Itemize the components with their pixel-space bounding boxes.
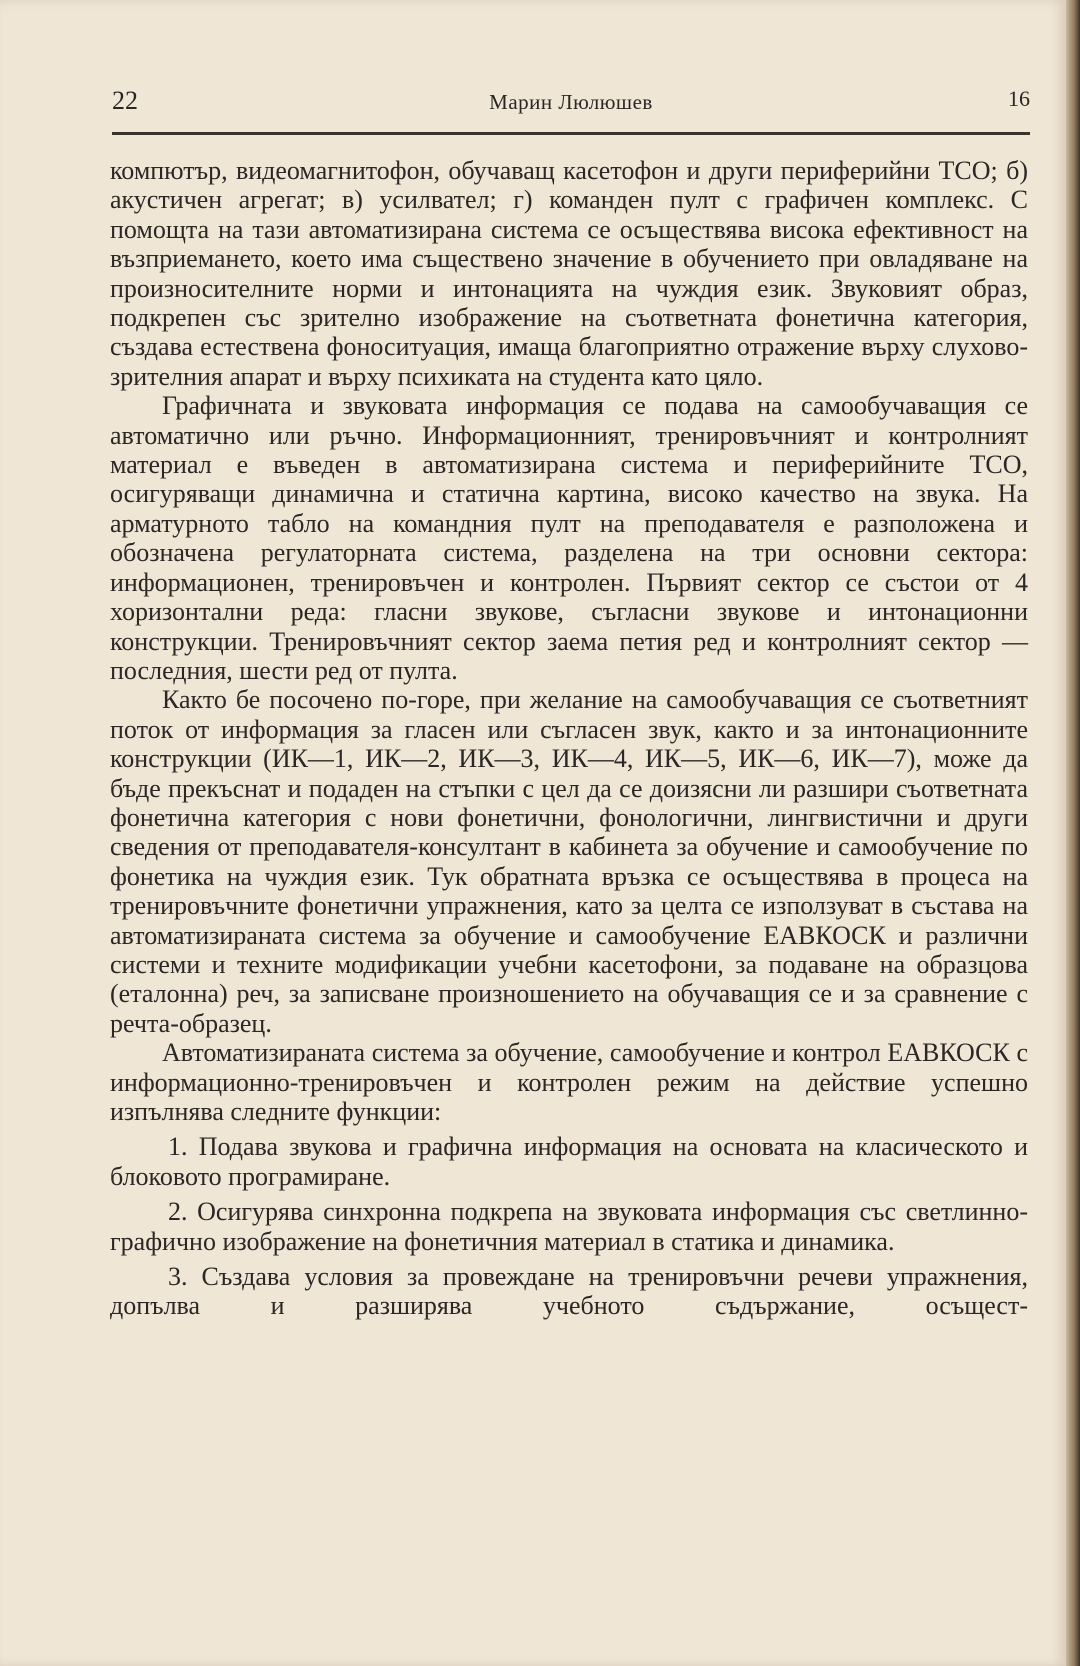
header-rule: [112, 132, 1030, 135]
body-text: [110, 156, 1028, 1321]
list-item-1: 1. Подава звукова и графична информация на основата на класическото и блоковото програмиране.: [110, 1132, 1028, 1191]
page-edge: [1066, 0, 1080, 1666]
running-head: [112, 86, 1030, 122]
signature-mark: 16: [1008, 86, 1030, 111]
list-item-3: 3. Създава условия за провеждане на тренировъчни речеви упражнения, допълва и разширява учебното съдържание, осъщест-: [110, 1262, 1028, 1321]
running-title: Марин Люлюшев: [489, 90, 653, 114]
page-number: 22: [112, 86, 138, 115]
paragraph-4: Автоматизираната система за обучение, самообучение и контрол ЕАВКОСК с информационно-тренировъчен и контролен режим на действие успешно изпълнява следните функции:: [110, 1038, 1028, 1126]
paragraph-2: Графичната и звуковата информация се подава на самообучаващия се автоматично или ръчно. Информационният, тренировъчният и контролният материал е въведен в автоматизирана система и периферийните ТСО, осигуряващи динамична и статична картина, високо качество на звука. На арматурното табло на командния пулт на преподавателя е разположена и обозначена регулаторната система, разделена на три основни сектора: информационен, тренировъчен и контролен. Първият сектор се състои от 4 хоризонтални реда: гласни звукове, съгласни звукове и интонационни конструкции. Тренировъчният сектор заема петия ред и контролният сектор — последния, шести ред от пулта.: [110, 391, 1028, 685]
list-item-2: 2. Осигурява синхронна подкрепа на звуковата информация със светлинно-графично изображение на фонетичния материал в статика и динамика.: [110, 1197, 1028, 1256]
paragraph-1: компютър, видеомагнитофон, обучаващ касетофон и други периферийни ТСО; б) акустичен агрегат; в) усилвател; г) команден пулт с графичен комплекс. С помощта на тази автоматизирана система се осъществява висока ефективност на възприемането, което има съществено значение в обучението при овладяване на произносителните норми и интонацията на чуждия език. Звуковият образ, подкрепен със зрително изображение на съответната фонетична категория, създава естествена фоноситуация, имаща благоприятно отражение върху слухово-зрителния апарат и върху психиката на студента като цяло.: [110, 156, 1028, 391]
paragraph-3: Както бе посочено по-горе, при желание на самообучаващия се съответният поток от информация за гласен или съгласен звук, както и за интонационните конструкции (ИК—1, ИК—2, ИК—3, ИК—4, ИК—5, ИК—6, ИК—7), може да бъде прекъснат и подаден на стъпки с цел да се доизясни ли разшири съответната фонетична категория с нови фонетични, фонологични, лингвистични и други сведения от преподавателя-консултант в кабинета за обучение и самообучение по фонетика на чуждия език. Тук обратната връзка се осъществява в процеса на тренировъчните фонетични упражнения, като за целта се използуват в състава на автоматизираната система за обучение и самообучение ЕАВКОСК и различни системи и техните модификации учебни касетофони, за подаване на образцова (еталонна) реч, за записване произношението на обучаващия се и за сравнение с речта-образец.: [110, 685, 1028, 1038]
